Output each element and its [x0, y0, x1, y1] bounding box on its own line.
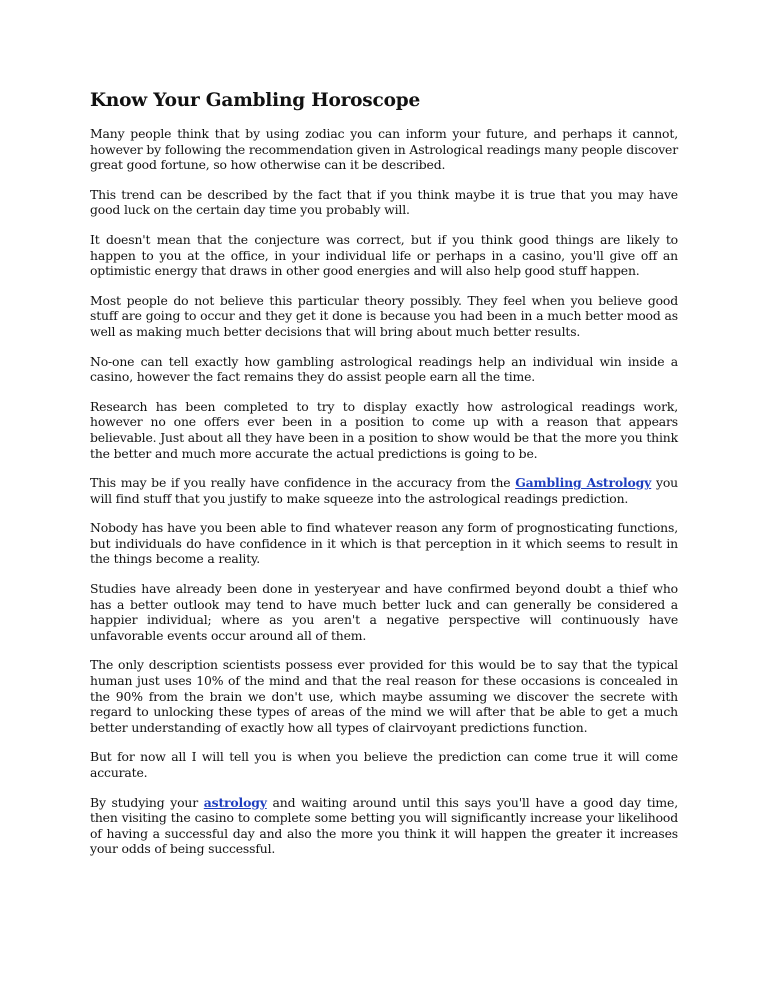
astrology-link[interactable]: astrology [203, 794, 267, 810]
paragraph-1: Many people think that by using zodiac you can inform your future, and perhaps it cannot, however by following the recommendation given in Astrological readings many people discover great good fortune, so how otherwise can it be described. [90, 126, 678, 173]
paragraph-10: The only description scientists possess ever provided for this would be to say that the typical human just uses 10% of the mind and that the real reason for these occasions is concealed in the 90% from the brain we don't use, which maybe assuming we discover the secrete with regard to unlocking these types of areas of the mind we will after that be able to get a much better understanding of exactly how all types of clairvoyant predictions function. [90, 657, 678, 735]
paragraph-5: No-one can tell exactly how gambling astrological readings help an individual win inside a casino, however the fact remains they do assist people earn all the time. [90, 353, 678, 385]
gambling-astrology-link[interactable]: Gambling Astrology [515, 475, 652, 491]
paragraph-12-after: and waiting around until this says you'll have a good day time, then visiting the casino to complete some betting you will significantly increase your likelihood of having a successful day and also the more you think it will happen the greater it increases your odds of being successful. [90, 794, 679, 857]
paragraph-4: Most people do not believe this particular theory possibly. They feel when you believe good stuff are going to occur and they get it done is because you had been in a much better mood as well as making much better decisions that will bring about much better results. [90, 292, 678, 339]
paragraph-7-before: This may be if you really have confidence in the accuracy from the [90, 475, 516, 491]
paragraph-2: This trend can be described by the fact that if you think maybe it is true that you may have good luck on the certain day time you probably will. [90, 186, 678, 218]
paragraph-7 [90, 475, 678, 506]
paragraph-7-after: you will find stuff that you justify to make squeeze into the astrological readings prediction. [90, 475, 678, 506]
document-title: Know Your Gambling Horoscope [90, 90, 421, 111]
paragraph-6: Research has been completed to try to display exactly how astrological readings work, however no one offers ever been in a position to come up with a reason that appears believable. Just about all they have been in a position to show would be that the more you think the better and much more accurate the actual predictions is going to be. [90, 398, 678, 461]
paragraph-8: Nobody has have you been able to find whatever reason any form of prognosticating functions, but individuals do have confidence in it which is that perception in it which seems to result in the things become a reality. [90, 520, 678, 567]
paragraph-3: It doesn't mean that the conjecture was correct, but if you think good things are likely to happen to you at the office, in your individual life or perhaps in a casino, you'll give off an optimistic energy that draws in other good energies and will also help good stuff happen. [90, 231, 678, 279]
paragraph-12-before: By studying your [90, 794, 204, 810]
paragraph-11: But for now all I will tell you is when you believe the prediction can come true it will come accurate. [90, 749, 678, 780]
document-page [90, 88, 678, 871]
paragraph-9: Studies have already been done in yesteryear and have confirmed beyond doubt a thief who has a better outlook may tend to have much better luck and can generally be considered a happier individual; where as you aren't a negative perspective will continuously have unfavorable events occur around all of them. [90, 581, 678, 643]
paragraph-12 [90, 795, 678, 857]
